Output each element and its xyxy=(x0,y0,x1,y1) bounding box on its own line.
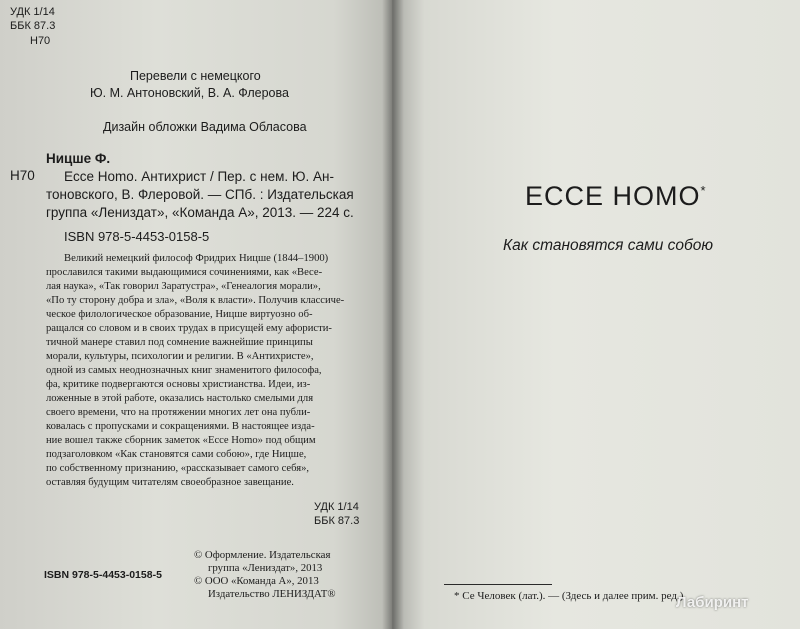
footnote: * Се Человек (лат.). — (Здесь и далее прим. ред.) xyxy=(454,590,684,602)
footnote-marker: * xyxy=(700,183,707,198)
book-gutter xyxy=(382,0,404,629)
translated-line: Перевели с немецкого xyxy=(130,69,261,83)
right-page xyxy=(392,0,800,629)
bib-code: Н70 xyxy=(10,168,35,183)
book-title xyxy=(525,181,707,212)
annotation-line: морали, культуры, психологии и религии. В «Антихристе», xyxy=(46,351,314,362)
annotation-line: ние вошел также сборник заметок «Ecce Homo» под общим xyxy=(46,435,316,446)
code-top: Н70 xyxy=(30,35,51,47)
copyright-line: группа «Лениздат», 2013 xyxy=(208,562,323,574)
copyright-line: © Оформление. Издательская xyxy=(194,549,331,561)
annotation-line: ческое филологическое образование, Ницше виртуозно об- xyxy=(46,309,313,320)
isbn: ISBN 978-5-4453-0158-5 xyxy=(64,229,210,244)
udk-bottom: УДК 1/14 xyxy=(314,501,359,513)
annotation-line: Великий немецкий философ Фридрих Ницше (1844–1900) xyxy=(64,253,329,264)
cover-design: Дизайн обложки Вадима Обласова xyxy=(103,120,307,134)
annotation-line: ложенные в этой работе, оказались настолько смелыми для xyxy=(46,393,314,404)
bib-line: тоновского, В. Флеровой. — СПб. : Издательская xyxy=(46,187,354,202)
author-heading: Ницше Ф. xyxy=(46,151,111,166)
annotation-line: оставляя будущим читателям своеобразное завещание. xyxy=(46,477,294,488)
bbk-top: ББК 87.3 xyxy=(10,20,56,32)
watermark: Лабиринт xyxy=(676,594,749,611)
udk-top: УДК 1/14 xyxy=(10,6,55,18)
book-subtitle: Как становятся сами собою xyxy=(503,237,714,254)
annotation-line: своего времени, что на протяжении многих лет она публи- xyxy=(46,407,311,418)
annotation-line: ковалась с пропусками и сокращениями. В настоящее изда- xyxy=(46,421,315,432)
annotation-line: ращался со словом и в своих трудах в присущей ему афористи- xyxy=(46,323,332,334)
footnote-rule xyxy=(444,584,552,585)
copyright-line: Издательство ЛЕНИЗДАТ® xyxy=(208,588,336,600)
bib-line: группа «Лениздат», «Команда А», 2013. — 224 с. xyxy=(46,205,354,220)
annotation-line: одной из самых неоднозначных книг знаменитого философа, xyxy=(46,365,322,376)
annotation-line: подзаголовком «Как становятся сами собою», где Ницше, xyxy=(46,449,307,460)
book-title-text: ECCE HOMO xyxy=(525,181,701,211)
annotation-line: прославился такими выдающимися сочинениями, как «Весе- xyxy=(46,267,323,278)
annotation-line: лая наука», «Так говорил Заратустра», «Генеалогия морали», xyxy=(46,281,321,292)
annotation-line: «По ту сторону добра и зла», «Воля к власти». Получив классиче- xyxy=(46,295,345,306)
bib-line: Ecce Homo. Антихрист / Пер. с нем. Ю. Ан- xyxy=(64,169,335,184)
bbk-bottom: ББК 87.3 xyxy=(314,515,360,527)
copyright-line: © ООО «Команда А», 2013 xyxy=(194,575,319,587)
isbn-bottom: ISBN 978-5-4453-0158-5 xyxy=(44,569,162,581)
annotation-line: тичной манере ставил под сомнение важнейшие принципы xyxy=(46,337,313,348)
translators: Ю. М. Антоновский, В. А. Флерова xyxy=(90,86,289,100)
left-page xyxy=(0,0,392,629)
annotation-line: по собственному признанию, «рассказывает самого себя», xyxy=(46,463,310,474)
annotation-line: фа, критике подвергаются основы христианства. Идеи, из- xyxy=(46,379,311,390)
